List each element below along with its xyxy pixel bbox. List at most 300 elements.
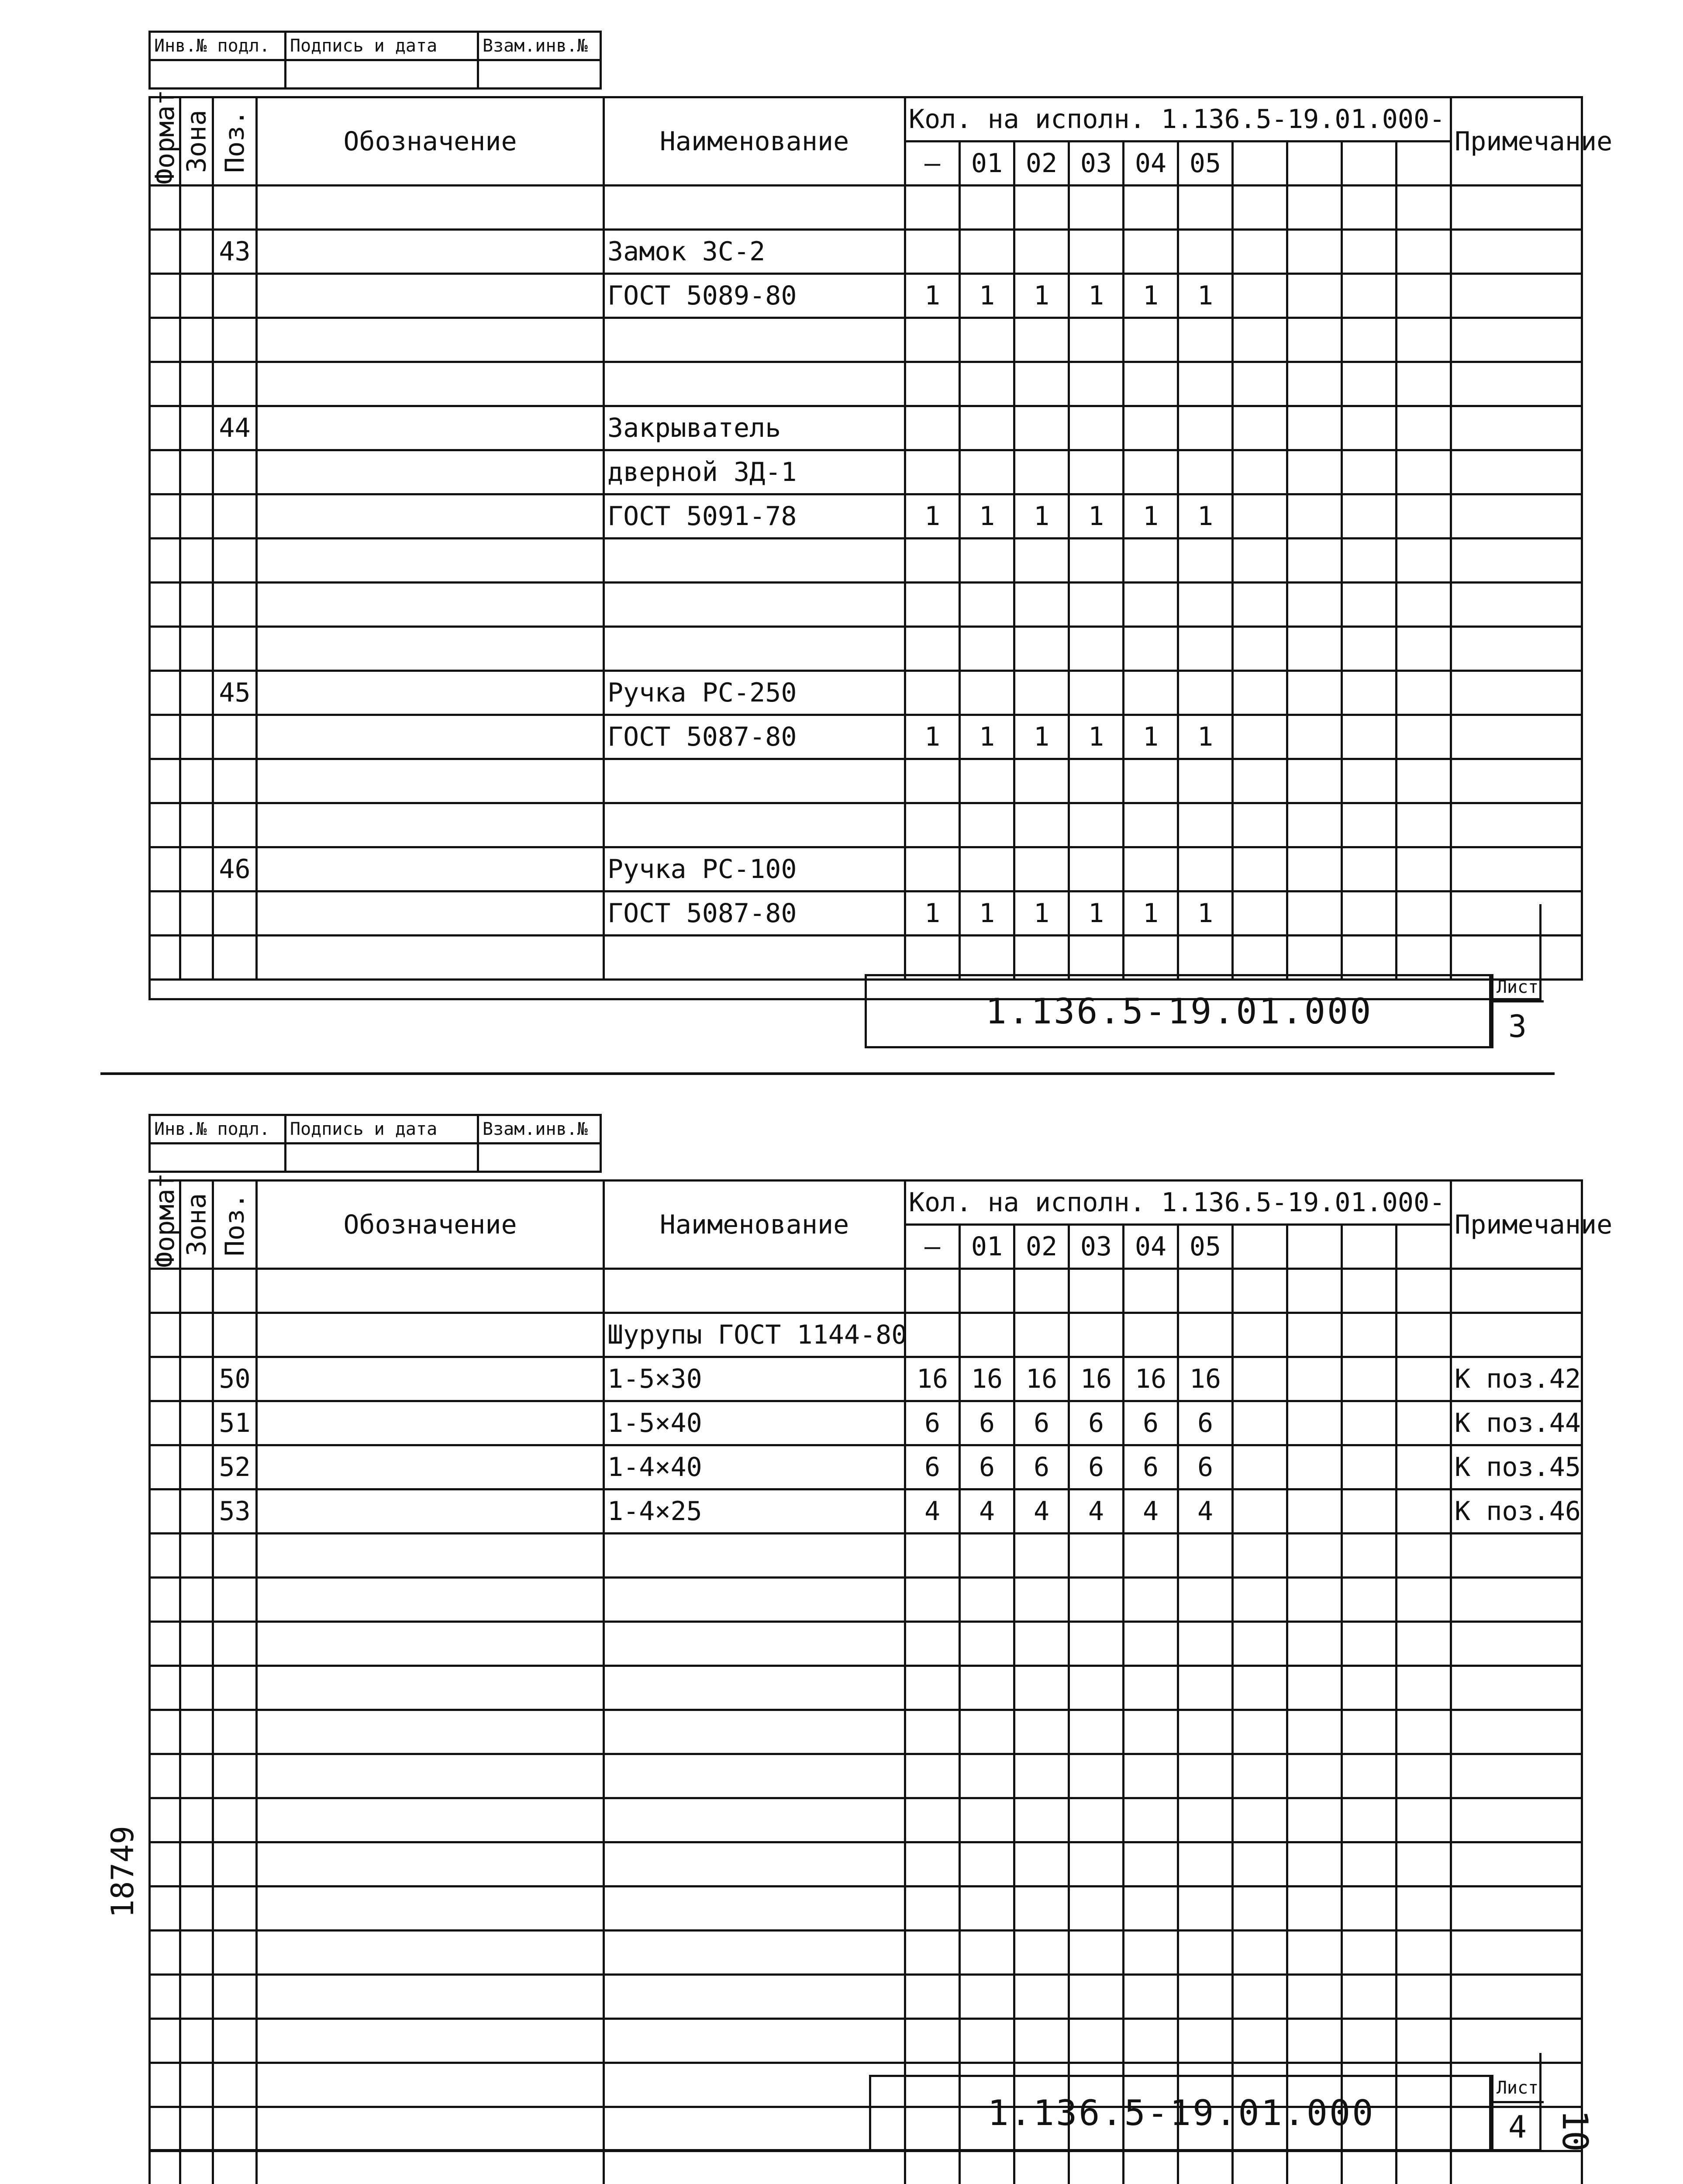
qty-cell bbox=[1233, 539, 1287, 583]
designation-cell bbox=[257, 1710, 604, 1754]
qty-cell bbox=[905, 583, 960, 627]
qty-cell: 1 bbox=[1069, 715, 1124, 759]
qty-cell bbox=[1178, 1269, 1233, 1313]
qty-cell bbox=[1233, 318, 1287, 362]
qty-cell bbox=[905, 1313, 960, 1357]
qty-cell bbox=[1342, 671, 1397, 715]
pos-header: Поз. bbox=[213, 97, 257, 186]
table-row bbox=[150, 627, 1582, 671]
format-cell bbox=[150, 803, 180, 847]
qty-cell bbox=[1014, 583, 1069, 627]
qty-cell bbox=[1124, 406, 1178, 450]
qty-cell bbox=[1287, 1357, 1342, 1401]
note-header: Примечание bbox=[1451, 1181, 1582, 1269]
qty-cell: 6 bbox=[1178, 1445, 1233, 1489]
name-cell bbox=[604, 1710, 905, 1754]
table-row bbox=[150, 1578, 1582, 1622]
qty-cell: 1 bbox=[1069, 892, 1124, 936]
qty-cell bbox=[1014, 627, 1069, 671]
designation-cell bbox=[257, 1269, 604, 1313]
qty-cell bbox=[960, 1798, 1014, 1842]
qty-cell bbox=[905, 759, 960, 803]
pos-cell bbox=[213, 1842, 257, 1887]
qty-cell bbox=[1233, 627, 1287, 671]
qty-cell bbox=[1342, 1578, 1397, 1622]
qty-cell bbox=[1014, 803, 1069, 847]
qty-cell bbox=[1069, 847, 1124, 892]
qty-cell bbox=[1397, 1578, 1451, 1622]
designation-cell bbox=[257, 1313, 604, 1357]
qty-cell bbox=[1233, 583, 1287, 627]
qty-cell bbox=[1397, 1666, 1451, 1710]
qty-cell bbox=[1287, 583, 1342, 627]
table-row bbox=[150, 1931, 1582, 1975]
qty-cell: 6 bbox=[1178, 1401, 1233, 1445]
qty-cell bbox=[1233, 1622, 1287, 1666]
note-cell bbox=[1451, 494, 1582, 539]
qty-cell bbox=[1397, 1798, 1451, 1842]
designation-cell bbox=[257, 1754, 604, 1798]
pos-cell bbox=[213, 715, 257, 759]
qty-cell bbox=[1069, 1710, 1124, 1754]
pos-cell bbox=[213, 627, 257, 671]
pos-cell bbox=[213, 274, 257, 318]
qty-cell: 4 bbox=[1069, 1489, 1124, 1534]
zone-cell bbox=[180, 362, 213, 406]
qty-cell bbox=[1397, 318, 1451, 362]
qty-cell bbox=[1069, 406, 1124, 450]
qty-cell bbox=[1342, 1887, 1397, 1931]
format-cell bbox=[150, 539, 180, 583]
qty-cell: 1 bbox=[960, 715, 1014, 759]
name-cell bbox=[604, 1269, 905, 1313]
qty-cell bbox=[1124, 1269, 1178, 1313]
qty-cell: 6 bbox=[1124, 1445, 1178, 1489]
qty-cell bbox=[1233, 1357, 1287, 1401]
qty-cell bbox=[1342, 1754, 1397, 1798]
zone-cell bbox=[180, 1534, 213, 1578]
name-header: Наименование bbox=[604, 97, 905, 186]
qty-cell: 6 bbox=[960, 1401, 1014, 1445]
format-cell bbox=[150, 715, 180, 759]
qty-cell bbox=[1342, 1445, 1397, 1489]
zone-cell bbox=[180, 847, 213, 892]
qty-cell bbox=[1397, 715, 1451, 759]
qty-cell: 1 bbox=[1124, 274, 1178, 318]
format-cell bbox=[150, 1931, 180, 1975]
qty-cell bbox=[905, 362, 960, 406]
qty-cell bbox=[1342, 759, 1397, 803]
designation-cell bbox=[257, 1666, 604, 1710]
qty-cell bbox=[960, 1622, 1014, 1666]
qty-cell bbox=[1069, 1931, 1124, 1975]
name-cell bbox=[604, 539, 905, 583]
qty-cell bbox=[1342, 230, 1397, 274]
table-row bbox=[150, 1798, 1582, 1842]
designation-cell bbox=[257, 230, 604, 274]
qty-cell bbox=[905, 2151, 960, 2184]
qty-cell bbox=[960, 406, 1014, 450]
qty-cell bbox=[1178, 847, 1233, 892]
qty-cell bbox=[1014, 671, 1069, 715]
name-cell bbox=[604, 759, 905, 803]
table-row bbox=[150, 1754, 1582, 1798]
qty-cell bbox=[1124, 1313, 1178, 1357]
qty-cell bbox=[1178, 671, 1233, 715]
qty-cell bbox=[1233, 406, 1287, 450]
designation-cell bbox=[257, 759, 604, 803]
pos-cell bbox=[213, 1622, 257, 1666]
qty-cell bbox=[1178, 1842, 1233, 1887]
approval-stamp bbox=[148, 1114, 602, 1173]
qty-cell bbox=[1287, 1710, 1342, 1754]
format-cell bbox=[150, 1578, 180, 1622]
zone-cell bbox=[180, 406, 213, 450]
qty-cell bbox=[1287, 318, 1342, 362]
qty-cell bbox=[1397, 1975, 1451, 2019]
qty-cell bbox=[1397, 583, 1451, 627]
qty-cell: 1 bbox=[905, 274, 960, 318]
name-cell bbox=[604, 1798, 905, 1842]
qty-cell bbox=[1014, 539, 1069, 583]
zone-cell bbox=[180, 186, 213, 230]
qty-cell bbox=[1178, 1578, 1233, 1622]
format-cell bbox=[150, 274, 180, 318]
name-cell bbox=[604, 362, 905, 406]
name-cell bbox=[604, 1975, 905, 2019]
qty-cell bbox=[1233, 1578, 1287, 1622]
qty-cell bbox=[960, 230, 1014, 274]
qty-cell: 1 bbox=[1014, 274, 1069, 318]
qty-cell bbox=[1124, 186, 1178, 230]
designation-cell bbox=[257, 1489, 604, 1534]
name-cell bbox=[604, 1534, 905, 1578]
doc-number-3: 1.136.5-19.01.000 bbox=[865, 974, 1493, 1048]
qty-cell bbox=[1014, 1798, 1069, 1842]
qty-cell: 1 bbox=[1014, 715, 1069, 759]
qty-cell bbox=[1233, 2151, 1287, 2184]
qty-cell bbox=[1069, 539, 1124, 583]
qty-cell: 1 bbox=[960, 274, 1014, 318]
name-cell bbox=[604, 627, 905, 671]
qty-cell: 1 bbox=[905, 715, 960, 759]
qty-cell bbox=[905, 1622, 960, 1666]
pos-cell bbox=[213, 803, 257, 847]
note-cell bbox=[1451, 847, 1582, 892]
qty-cell bbox=[1178, 318, 1233, 362]
qty-cell bbox=[905, 230, 960, 274]
name-cell: Ручка РС-250 bbox=[604, 671, 905, 715]
approval-stamp bbox=[148, 31, 602, 90]
qty-cell bbox=[1397, 1269, 1451, 1313]
qty-cell bbox=[1342, 2151, 1397, 2184]
qty-cell bbox=[1287, 1931, 1342, 1975]
note-cell bbox=[1451, 803, 1582, 847]
designation-header: Обозначение bbox=[257, 97, 604, 186]
format-cell bbox=[150, 1445, 180, 1489]
qty-cell bbox=[1069, 583, 1124, 627]
qty-cell bbox=[1342, 362, 1397, 406]
doc-number-4: 1.136.5-19.01.000 bbox=[869, 2075, 1493, 2151]
pos-cell bbox=[213, 1798, 257, 1842]
variant-header: 01 bbox=[960, 1225, 1014, 1269]
qty-cell: 1 bbox=[1069, 274, 1124, 318]
qty-cell bbox=[905, 539, 960, 583]
qty-cell bbox=[1014, 1754, 1069, 1798]
qty-cell: 1 bbox=[1124, 494, 1178, 539]
name-cell: ГОСТ 5087-80 bbox=[604, 892, 905, 936]
variant-header bbox=[1233, 142, 1287, 186]
note-cell bbox=[1451, 627, 1582, 671]
list-label: Лист bbox=[1491, 2075, 1544, 2103]
qty-cell bbox=[1014, 230, 1069, 274]
zone-cell bbox=[180, 1313, 213, 1357]
qty-cell bbox=[1397, 406, 1451, 450]
zone-cell bbox=[180, 1710, 213, 1754]
qty-cell bbox=[1014, 847, 1069, 892]
qty-cell bbox=[905, 1754, 960, 1798]
pos-header: Поз. bbox=[213, 1181, 257, 1269]
zone-cell bbox=[180, 627, 213, 671]
variant-header: 04 bbox=[1124, 1225, 1178, 1269]
qty-cell bbox=[1124, 539, 1178, 583]
variant-header: 02 bbox=[1014, 1225, 1069, 1269]
qty-cell bbox=[1233, 1710, 1287, 1754]
qty-cell bbox=[1178, 406, 1233, 450]
qty-cell bbox=[1342, 1931, 1397, 1975]
qty-cell bbox=[1342, 1622, 1397, 1666]
pos-cell bbox=[213, 1578, 257, 1622]
qty-cell bbox=[1342, 1357, 1397, 1401]
name-cell bbox=[604, 318, 905, 362]
note-cell: К поз.45 bbox=[1451, 1445, 1582, 1489]
qty-cell bbox=[1287, 1622, 1342, 1666]
qty-cell bbox=[1233, 1842, 1287, 1887]
note-cell: К поз.42 bbox=[1451, 1357, 1582, 1401]
qty-cell bbox=[1069, 1887, 1124, 1931]
format-cell bbox=[150, 1269, 180, 1313]
qty-cell bbox=[960, 362, 1014, 406]
qty-cell bbox=[1287, 1489, 1342, 1534]
qty-cell: 1 bbox=[1069, 494, 1124, 539]
variant-header bbox=[1397, 142, 1451, 186]
qty-cell bbox=[1397, 1710, 1451, 1754]
qty-cell bbox=[1397, 539, 1451, 583]
qty-cell bbox=[960, 627, 1014, 671]
qty-cell bbox=[1069, 1842, 1124, 1887]
qty-cell bbox=[1124, 671, 1178, 715]
qty-cell bbox=[1342, 186, 1397, 230]
qty-cell bbox=[1178, 1754, 1233, 1798]
name-cell bbox=[604, 2151, 905, 2184]
qty-cell: 6 bbox=[1069, 1445, 1124, 1489]
pos-cell: 53 bbox=[213, 1489, 257, 1534]
qty-cell bbox=[1124, 1534, 1178, 1578]
note-cell bbox=[1451, 2151, 1582, 2184]
note-cell bbox=[1451, 1842, 1582, 1887]
zone-cell bbox=[180, 494, 213, 539]
pos-cell: 44 bbox=[213, 406, 257, 450]
name-cell: ГОСТ 5087-80 bbox=[604, 715, 905, 759]
list-box-3 bbox=[1489, 974, 1544, 1048]
pos-cell bbox=[213, 539, 257, 583]
qty-cell bbox=[1342, 406, 1397, 450]
qty-cell bbox=[1342, 627, 1397, 671]
format-cell bbox=[150, 1842, 180, 1887]
qty-cell: 16 bbox=[1069, 1357, 1124, 1401]
variant-header bbox=[1287, 142, 1342, 186]
qty-cell: 6 bbox=[1124, 1401, 1178, 1445]
variant-header bbox=[1287, 1225, 1342, 1269]
qty-cell bbox=[1014, 1313, 1069, 1357]
qty-cell bbox=[1287, 627, 1342, 671]
designation-cell bbox=[257, 1534, 604, 1578]
name-cell bbox=[604, 186, 905, 230]
name-cell: Замок ЗС-2 bbox=[604, 230, 905, 274]
table-row bbox=[150, 450, 1582, 494]
qty-cell bbox=[1287, 274, 1342, 318]
pos-cell bbox=[213, 1313, 257, 1357]
margin-archive-number: 18749 bbox=[105, 1826, 141, 1918]
qty-cell bbox=[1014, 1269, 1069, 1313]
qty-cell bbox=[905, 1975, 960, 2019]
table-row bbox=[150, 318, 1582, 362]
pos-cell: 51 bbox=[213, 1401, 257, 1445]
qty-header: Кол. на исполн. 1.136.5-19.01.000- bbox=[905, 97, 1451, 142]
qty-cell bbox=[905, 847, 960, 892]
variant-header bbox=[1233, 1225, 1287, 1269]
note-cell bbox=[1451, 1269, 1582, 1313]
variant-header bbox=[1342, 142, 1397, 186]
qty-cell bbox=[1233, 803, 1287, 847]
name-cell: 1-4×40 bbox=[604, 1445, 905, 1489]
designation-cell bbox=[257, 539, 604, 583]
qty-cell bbox=[1342, 1798, 1397, 1842]
qty-cell bbox=[1124, 318, 1178, 362]
qty-cell bbox=[1233, 494, 1287, 539]
zone-cell bbox=[180, 1887, 213, 1931]
qty-cell bbox=[1397, 362, 1451, 406]
qty-cell bbox=[1014, 1578, 1069, 1622]
pos-cell bbox=[213, 1534, 257, 1578]
qty-cell bbox=[1233, 671, 1287, 715]
table-row bbox=[150, 1975, 1582, 2019]
qty-cell: 1 bbox=[1014, 494, 1069, 539]
zone-cell bbox=[180, 715, 213, 759]
pos-cell bbox=[213, 759, 257, 803]
designation-cell bbox=[257, 274, 604, 318]
page-number: 10 bbox=[1555, 2110, 1595, 2152]
qty-cell bbox=[1342, 1666, 1397, 1710]
qty-cell: 1 bbox=[1124, 715, 1178, 759]
designation-cell bbox=[257, 1798, 604, 1842]
qty-cell bbox=[1287, 2151, 1342, 2184]
qty-cell bbox=[1124, 847, 1178, 892]
qty-cell bbox=[1178, 627, 1233, 671]
qty-cell bbox=[1342, 1710, 1397, 1754]
format-cell bbox=[150, 494, 180, 539]
qty-cell bbox=[1069, 318, 1124, 362]
note-cell bbox=[1451, 1578, 1582, 1622]
inv-no-label: Инв.№ подл. bbox=[150, 32, 286, 60]
pos-cell: 43 bbox=[213, 230, 257, 274]
qty-cell: 4 bbox=[1124, 1489, 1178, 1534]
qty-cell bbox=[1069, 1798, 1124, 1842]
table-row bbox=[150, 1534, 1582, 1578]
qty-cell bbox=[1014, 1710, 1069, 1754]
qty-cell bbox=[1342, 318, 1397, 362]
qty-cell bbox=[1069, 1975, 1124, 2019]
qty-cell bbox=[1069, 1754, 1124, 1798]
qty-cell bbox=[960, 2151, 1014, 2184]
qty-cell bbox=[1233, 1666, 1287, 1710]
qty-cell: 1 bbox=[1124, 892, 1178, 936]
designation-header: Обозначение bbox=[257, 1181, 604, 1269]
pos-cell bbox=[213, 450, 257, 494]
qty-cell bbox=[1287, 186, 1342, 230]
qty-header: Кол. на исполн. 1.136.5-19.01.000- bbox=[905, 1181, 1451, 1225]
qty-cell bbox=[960, 1975, 1014, 2019]
qty-cell bbox=[960, 671, 1014, 715]
qty-cell bbox=[1069, 450, 1124, 494]
qty-cell bbox=[1287, 1269, 1342, 1313]
pos-cell: 50 bbox=[213, 1357, 257, 1401]
zone-cell bbox=[180, 230, 213, 274]
qty-cell bbox=[1287, 362, 1342, 406]
format-cell bbox=[150, 1357, 180, 1401]
qty-cell bbox=[1178, 759, 1233, 803]
table-row bbox=[150, 759, 1582, 803]
qty-cell bbox=[1233, 1931, 1287, 1975]
qty-cell bbox=[1287, 406, 1342, 450]
note-cell bbox=[1451, 671, 1582, 715]
qty-cell bbox=[1233, 362, 1287, 406]
pos-cell: 52 bbox=[213, 1445, 257, 1489]
qty-cell: 1 bbox=[1178, 892, 1233, 936]
qty-cell: 1 bbox=[1178, 274, 1233, 318]
name-cell bbox=[604, 1622, 905, 1666]
qty-cell bbox=[1287, 1313, 1342, 1357]
qty-cell bbox=[1287, 759, 1342, 803]
name-cell bbox=[604, 1842, 905, 1887]
variant-header: 03 bbox=[1069, 142, 1124, 186]
qty-cell bbox=[960, 1842, 1014, 1887]
repl-inv-label: Взам.инв.№ bbox=[478, 32, 601, 60]
qty-cell bbox=[1069, 186, 1124, 230]
table-row bbox=[150, 1401, 1582, 1445]
qty-cell bbox=[1287, 1578, 1342, 1622]
qty-cell bbox=[1178, 230, 1233, 274]
name-cell: 1-5×40 bbox=[604, 1401, 905, 1445]
designation-cell bbox=[257, 406, 604, 450]
variant-header: 01 bbox=[960, 142, 1014, 186]
qty-cell bbox=[905, 671, 960, 715]
qty-cell bbox=[1397, 671, 1451, 715]
zone-cell bbox=[180, 671, 213, 715]
list-box-4 bbox=[1489, 2075, 1544, 2149]
designation-cell bbox=[257, 494, 604, 539]
note-cell bbox=[1451, 1622, 1582, 1666]
format-cell bbox=[150, 1489, 180, 1534]
pos-cell bbox=[213, 1710, 257, 1754]
format-cell bbox=[150, 1622, 180, 1666]
format-cell bbox=[150, 1313, 180, 1357]
format-cell bbox=[150, 1710, 180, 1754]
zone-cell bbox=[180, 450, 213, 494]
table-row bbox=[150, 803, 1582, 847]
qty-cell bbox=[960, 759, 1014, 803]
qty-cell bbox=[1397, 186, 1451, 230]
